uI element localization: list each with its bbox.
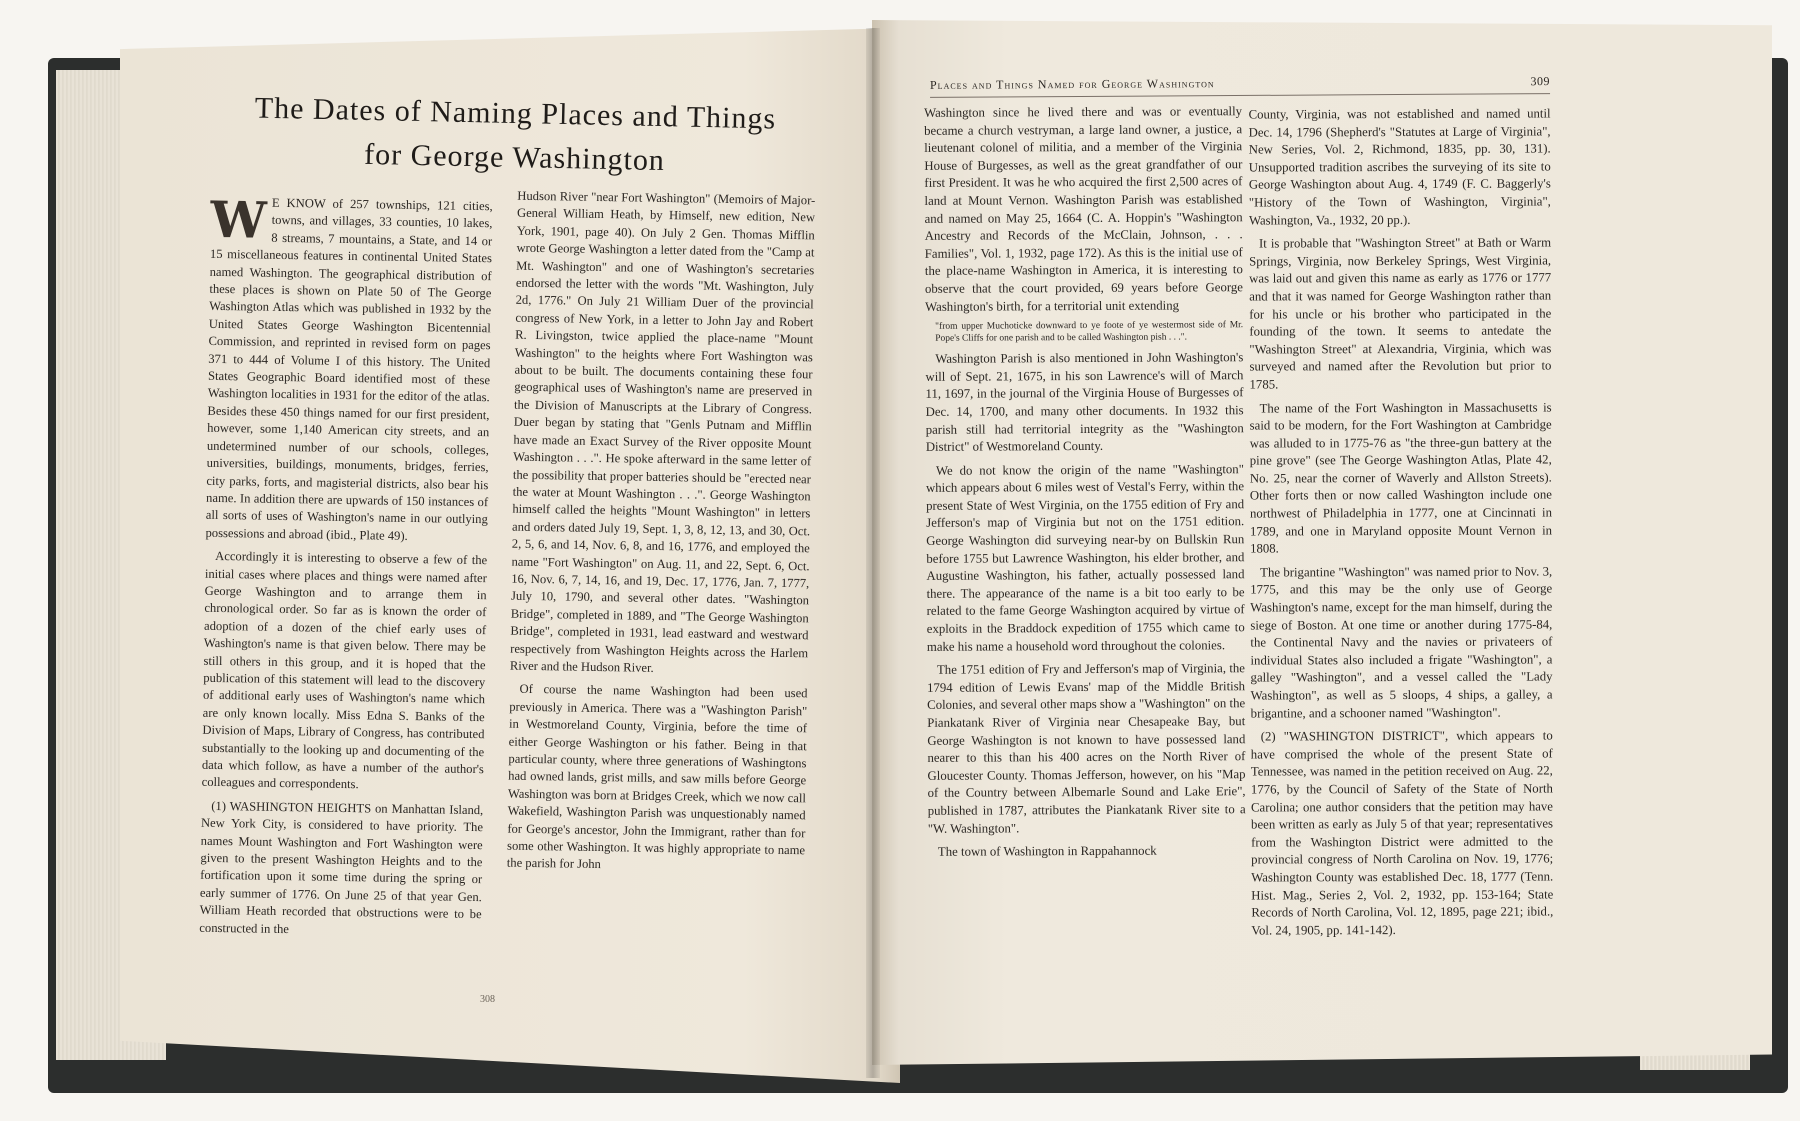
paragraph-text: E KNOW of 257 townships, 121 cities, towns, and villages, 33 counties, 10 lakes, 8 streams, 7 mountains, a State, and 14 or 15 miscellaneous features in continental United States named Washington. The geographical distribution of these places is shown on Plate 50 of The George Washington Atlas which was published in 1932 by the United States George Washington Bicentennial Commission, and reprinted in revised form on pages 371 to 444 of Volume I of this history. The United States Geographic Board identified most of these Washington localities in 1931 for the editor of the atlas. Besides these 450 things named for our first president, however, some 1,140 American city streets, and an undetermined number of our schools, colleges, universities, buildings, monuments, bridges, ferries, city parks, forts, and magisterial districts, also bear his name. In addition there are upwards of 150 instances of all sorts of uses of Washington's name in our outlying possessions and abroad (ibid., Plate 49). bbox=[205, 195, 493, 543]
paragraph: We do not know the origin of the name "Washington" which appears about 6 miles west of Vestal's Ferry, within the present State of West Virginia, on the 1755 edition of Fry and Jefferson's map of Virginia but not on the 1751 edition. George Washington did surveying near-by on Bullskin Run before 1755 but Lawrence Washington, his elder brother, and Augustine Washington, his father, actually possessed land there. The appearance of the name is a bit too early to be related to the fame George Washington acquired by virtue of exploits in the Braddock expedition of 1755 which came to make his name a household word throughout the colonies. bbox=[925, 461, 1245, 654]
paragraph bbox=[205, 189, 493, 547]
chapter-title-line-2: for George Washington bbox=[363, 137, 666, 178]
paragraph: The name of the Fort Washington in Massachusetts is said to be modern, for the Fort Washington at Cambridge was alluded to in 1775-76 as "the three-gun battery at the pine grove" (see The George Washington Atlas, Plate 42, No. 25, near the corner of Waverly and Allston Streets). Other forts then or now called Washington include one northwest of Philadelphia in 1777, one at Cincinnati in 1789, and one in Maryland opposite Mount Vernon in 1808. bbox=[1249, 399, 1553, 556]
running-head bbox=[930, 74, 1550, 98]
paragraph: The brigantine "Washington" was named prior to Nov. 3, 1775, and this may be the only use of George Washington's name, except for the man himself, during the siege of Boston. At one time or another during 1775-84, the Continental Navy and the navies or privateers of individual States also included a frigate "Washington", a galley "Washington", and a vessel called the "Lady Washington", as well as 5 sloops, 4 ships, a galley, a brigantine, and a schooner named "Washington". bbox=[1250, 564, 1553, 721]
paragraph: It is probable that "Washington Street" at Bath or Warm Springs, Virginia, now Berkeley Springs, West Virginia, was laid out and given this name as early as 1776 or 1777 and that it was named for George Washington rather than for his uncle or his brother who participated in the founding of the town. It seems to antedate the "Washington Street" at Alexandria, Virginia, which was surveyed and named after the Revolution but prior to 1785. bbox=[1249, 235, 1552, 392]
page-number-left: 308 bbox=[480, 994, 495, 1005]
paragraph: Hudson River "near Fort Washington" (Memoirs of Major-General William Heath, by Himself, new edition, New York, 1901, page 40). On July 2 Gen. Thomas Mifflin wrote George Washington a letter dated from the "Camp at Mt. Washington" and one of Washington's secretaries endorsed the letter with the words "Mt. Washington, July 2d, 1776." On July 21 William Duer of the provincial congress of New York, in a letter to John Jay and Robert R. Livingston, twice applied the place-name "Mount Washington" to the heights where Fort Washington was about to be built. The documents containing these four geographical uses of Washington's name are preserved in the Division of Manuscripts at the Library of Congress. Duer began by stating that "Genls Putnam and Mifflin have made an Exact Survey of the River opposite Mount Washington . . .". He spoke afterward in the same letter of the possibility that proper batteries should be "erected near the water at Mount Washington . . .". George Washington himself called the heights "Mount Washington" in letters and orders dated July 19, Sept. 1, 3, 8, 12, 13, and 30, Oct. 2, 5, 6, and 14, Nov. 6, 8, and 16, 1776, and employed the name "Fort Washington" on Aug. 11, and 22, Sept. 6, Oct. 16, Nov. 6, 7, 14, 16, and 19, Dec. 17, 1776, Jan. 7, 1777, July 10, 1790, and several other dates. "Washington Bridge", completed in 1889, and "The George Washington Bridge", completed in 1931, lead eastward and westward respectively from Washington Heights across the Harlem River and the Hudson River. bbox=[509, 188, 816, 675]
paragraph: (1) WASHINGTON HEIGHTS on Manhattan Island, New York City, is considered to have priority. The names Mount Washington and Fort Washington were given to the present Washington Heights and to the fortification upon it some time during the spring or early summer of 1776. On June 25 of that year Gen. William Heath recorded that obstructions were to be constructed in the bbox=[199, 798, 484, 936]
chapter-title bbox=[204, 86, 826, 187]
paragraph: Accordingly it is interesting to observe a few of the initial cases where places and things were named after George Washington and to arrange them in chronological order. So far as is known the order of adoption of a dozen of the chief early uses of Washington's name is that given below. There may be still others in this group, and it is hoped that the publication of this statement will lead to the discovery of additional early uses of Washington's name which are only known locally. Miss Edna S. Banks of the Division of Maps, Library of Congress, has contributed substantially to the looking up and documenting of the data which follow, as have a number of the author's colleagues and correspondents. bbox=[201, 549, 488, 792]
right-page-column-2 bbox=[1249, 105, 1554, 945]
paragraph: (2) "WASHINGTON DISTRICT", which appears to have comprised the whole of the present State of Tennessee, was named in the petition received on Aug. 22, 1776, by the Council of Safety of the State of North Carolina; one author considers that the petition may have been written as early as July 5 of that year; representatives from the Washington District were admitted to the provincial congress of North Carolina on Nov. 19, 1776; Washington County was established Dec. 18, 1777 (Tenn. Hist. Mag., Series 2, Vol. 2, 1932, pp. 153-164; State Records of North Carolina, Vol. 12, 1895, page 221; ibid., Vol. 24, 1905, pp. 141-142). bbox=[1250, 728, 1554, 938]
page-number-right: 309 bbox=[1530, 74, 1551, 89]
paragraph: Washington Parish is also mentioned in John Washington's will of Sept. 21, 1675, in his son Lawrence's will of March 11, 1697, in the journal of the Virginia House of Burgesses of Dec. 14, 1700, and many other documents. In 1932 this parish still had territorial integrity as the "Washington District" of Westmoreland County. bbox=[925, 350, 1244, 454]
chapter-title-line-1: The Dates of Naming Places and Things bbox=[254, 91, 777, 136]
paragraph: The 1751 edition of Fry and Jefferson's map of Virginia, the 1794 edition of Lewis Evans' map of the Middle British Colonies, and several other maps show a "Washington" on the Piankatank River of Virginia near Chesapeake Bay, but George Washington is not known to have possessed land nearer to this than his 400 acres on the North River of Gloucester County. Thomas Jefferson, however, on his "Map of the Country between Albemarle Sound and Lake Erie", published in 1787, attributes the Piankatank River site to a "W. Washington". bbox=[927, 661, 1246, 836]
paragraph: County, Virginia, was not established and named until Dec. 14, 1796 (Shepherd's "Statutes at Large of Virginia", New Series, Vol. 2, Richmond, 1835, pp. 30, 131). Unsupported tradition ascribes the surveying of its site to George Washington about Aug. 4, 1749 (F. C. Baggerly's "History of the Town of Washington, Virginia", Washington, Va., 1932, 20 pp.). bbox=[1248, 106, 1551, 228]
running-head-title: Places and Things Named for George Washington bbox=[929, 76, 1215, 92]
paragraph: Of course the name Washington had been used previously in America. There was a "Washington Parish" in Westmoreland County, Virginia, before the time of either George Washington or his father. Being in that particular county, where three generations of Washingtons had owned lands, grist mills, and saw mills before George Washington was born at Bridges Creek, which we now call Wakefield, Washington Parish was unquestionably named for George's ancestor, John the Immigrant, rather than for some other Washington. It was highly appropriate to name the parish for John bbox=[506, 682, 808, 872]
paragraph: The town of Washington in Rappahannock bbox=[937, 843, 1157, 859]
block-quote: "from upper Muchoticke downward to ye foote of ye westermost side of Mr. Pope's Cliffs for one parish and to be called Washington pish . . .". bbox=[935, 320, 1244, 344]
drop-cap: W bbox=[210, 189, 268, 250]
right-page-column-1 bbox=[924, 103, 1246, 867]
book-gutter bbox=[866, 28, 880, 1078]
left-page-column-1 bbox=[199, 189, 493, 947]
paragraph: Washington since he lived there and was or eventually became a church vestryman, a large land owner, a justice, a lieutenant colonel of militia, and a member of the Virginia House of Burgesses, as well as the great grandfather of our first President. It was he who acquired the first 2,500 acres of land at Mount Vernon. Washington Parish was established and named on May 25, 1664 (C. A. Hoppin's "Washington Ancestry and Records of the McClain, Johnson, . . . Families", Vol. 1, 1932, page 172). As this is the initial use of the place-name Washington in America, it is interesting to observe that the court provided, 69 years before George Washington's birth, for a territorial unit extending bbox=[924, 104, 1244, 314]
left-page-column-2 bbox=[507, 188, 816, 883]
